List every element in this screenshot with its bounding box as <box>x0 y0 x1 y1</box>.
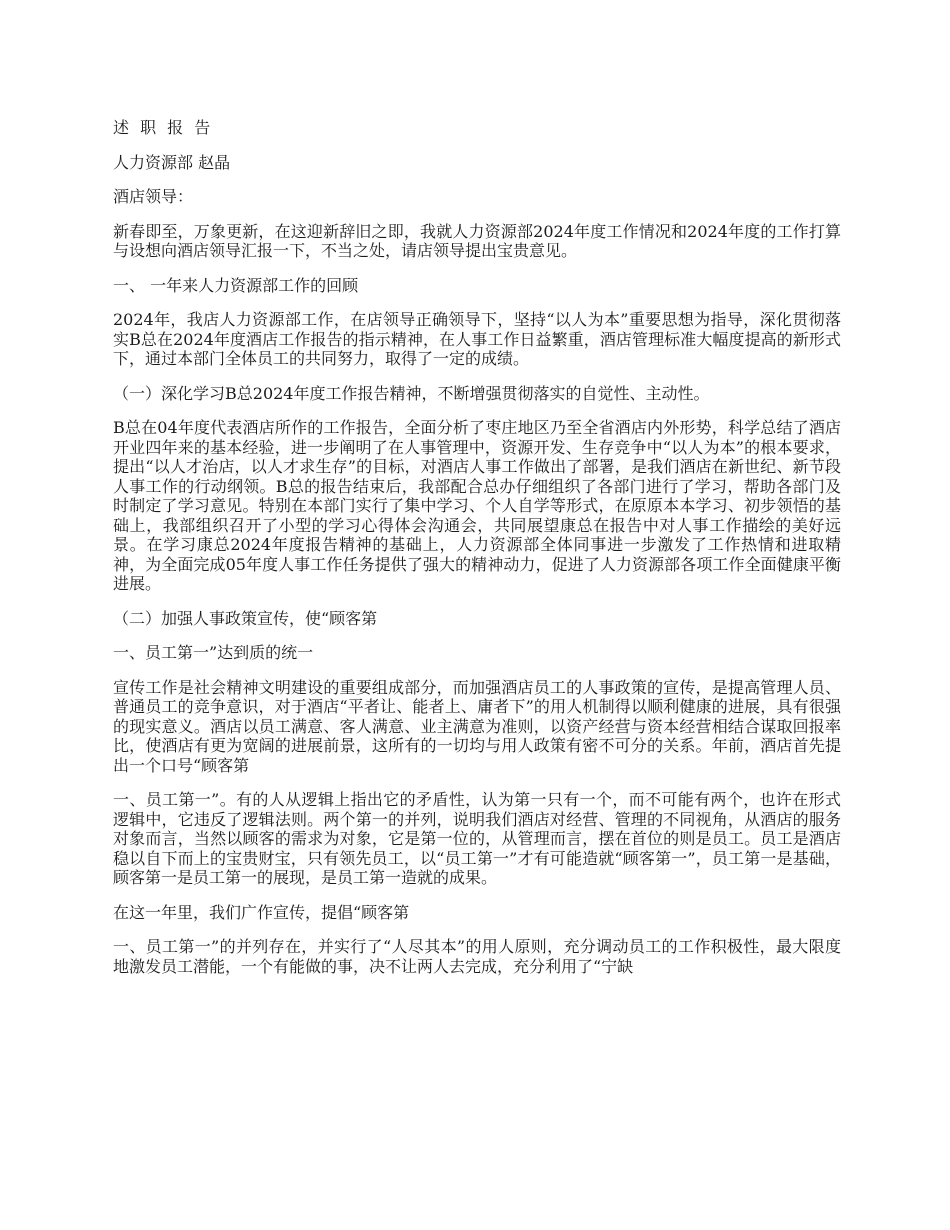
section-heading: 一、 一年来人力资源部工作的回顾 <box>113 275 359 295</box>
paragraph: 一、员工第一”达到质的统一 <box>113 643 314 662</box>
document-page <box>113 118 841 991</box>
paragraph: 2024年，我店人力资源部工作，在店领导正确领导下，坚持“以人为本”重要思想为指导，深化贯彻落实B总在2024年度酒店工作报告的指示精神，在人事工作日益繁重，酒店管理标准大幅度提高的新形式下，通过本部门全体员工的共同努力，取得了一定的成绩。 <box>113 310 841 368</box>
paragraph: 宣传工作是社会精神文明建设的重要组成部分，而加强酒店员工的人事政策的宣传，是提高管理人员、普通员工的竞争意识，对于酒店“平者让、能者上、庸者下”的用人机制得以顺利健康的进展，具有很强的现实意义。酒店以员工满意、客人满意、业主满意为准则，以资产经营与资本经营相结合谋取回报率比，使酒店有更为宽阔的进展前景，这所有的一切均与用人政策有密不可分的关系。年前，酒店首先提出一个口号“顾客第 <box>113 677 841 775</box>
paragraph: 一、员工第一”。有的人从逻辑上指出它的矛盾性，认为第一只有一个，而不可能有两个，也许在形式逻辑中，它违反了逻辑法则。两个第一的并列，说明我们酒店对经营、管理的不同视角，从酒店的服务对象而言，当然以顾客的需求为对象，它是第一位的，从管理而言，摆在首位的则是员工。员工是酒店稳以自下而上的宝贵财宝，只有领先员工，以“员工第一”才有可能造就“顾客第一”，员工第一是基础，顾客第一是员工第一的展现，是员工第一造就的成果。 <box>113 790 841 887</box>
document-title: 述 职 报 告 <box>113 118 214 137</box>
salutation: 酒店领导： <box>113 187 194 206</box>
paragraph: 在这一年里，我们广作宣传，提倡“顾客第 <box>113 902 410 922</box>
paragraph: 一、员工第一”的并列存在，并实行了“人尽其本”的用人原则，充分调动员工的工作积极性，最大限度地激发员工潜能，一个有能做的事，决不让两人去完成，充分利用了“宁缺 <box>113 937 841 976</box>
paragraph: 新春即至，万象更新，在这迎新辞旧之即，我就人力资源部2024年度工作情况和2024年度的工作打算与设想向酒店领导汇报一下，不当之处，请店领导提出宝贵意见。 <box>113 221 841 260</box>
subsection-heading: （二）加强人事政策宣传，使“顾客第 <box>113 608 378 628</box>
paragraph: B总在04年度代表酒店所作的工作报告，全面分析了枣庄地区乃至全省酒店内外形势，科学总结了酒店开业四年来的基本经验，进一步阐明了在人事管理中，资源开发、生存竞争中“以人为本”的根本要求，提出“以人才治店，以人才求生存”的目标，对酒店人事工作做出了部署，是我们酒店在新世纪、新节段人事工作的行动纲领。B总的报告结束后，我部配合总办仔细组织了各部门进行了学习，帮助各部门及时制定了学习意见。特别在本部门实行了集中学习、个人自学等形式，在原原本本学习、初步领悟的基础上，我部组织召开了小型的学习心得体会沟通会，共同展望康总在报告中对人事工作描绘的美好远景。在学习康总2024年度报告精神的基础上，人力资源部全体同事进一步激发了工作热情和进取精神，为全面完成05年度人事工作任务提供了强大的精神动力，促进了人力资源部各项工作全面健康平衡进展。 <box>113 418 841 593</box>
subsection-heading: （一）深化学习B总2024年度工作报告精神，不断增强贯彻落实的自觉性、主动性。 <box>113 383 710 403</box>
author-line: 人力资源部 赵晶 <box>113 152 231 172</box>
